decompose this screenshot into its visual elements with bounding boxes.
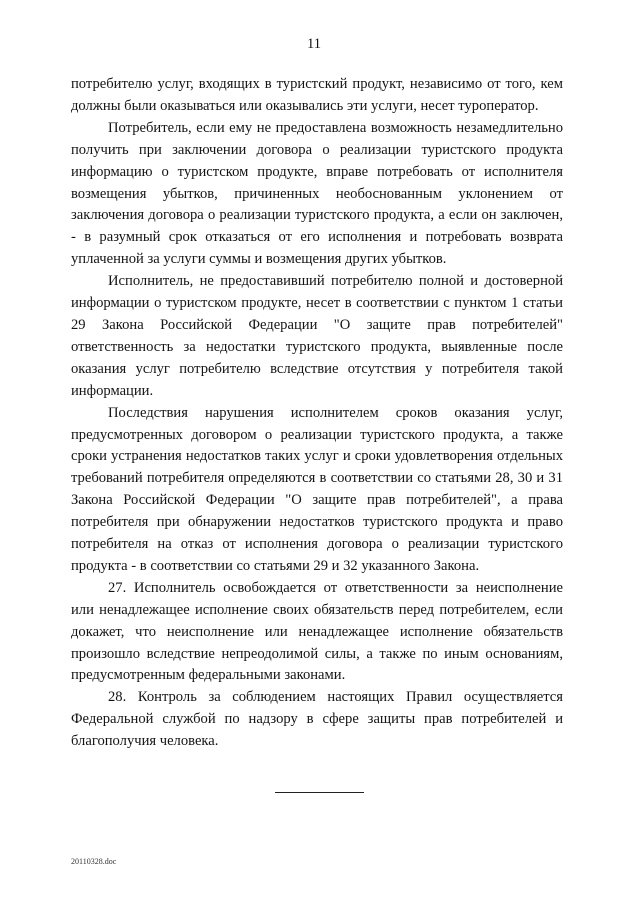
document-body	[71, 74, 563, 753]
file-name-footer: 20110328.doc	[71, 857, 117, 866]
paragraph-continuation: потребителю услуг, входящих в туристский продукт, независимо от того, кем должны были оказываться или оказывались эти услуги, несет туроператор.	[71, 76, 563, 114]
paragraph-consumer-information-right: Потребитель, если ему не предоставлена возможность незамедлительно получить при заключении договора о реализации туристского продукта информацию о туристском продукте, вправе потребовать от исполнителя возмещения убытков, причиненных необоснованным уклонением от заключения договора о реализации туристского продукта, а если он заключен, - в разумный срок отказаться от его исполнения и потребовать возврата уплаченной за услуги суммы и возмещения других убытков.	[71, 119, 563, 268]
paragraph-deadline-violations: Последствия нарушения исполнителем сроков оказания услуг, предусмотренных договором о реализации туристского продукта, а также сроки устранения недостатков таких услуг и сроки удовлетворения отдельных требований потребителя определяются в соответствии со статьями 28, 30 и 31 Закона Российской Федерации "О защите прав потребителей", а права потребителя при обнаружении недостатков туристского продукта и право потребителя на отказ от исполнения договора о реализации туристского продукта - в соответствии со статьями 29 и 32 указанного Закона.	[71, 404, 563, 574]
paragraph-item-28: 28. Контроль за соблюдением настоящих Правил осуществляется Федеральной службой по надзору в сфере защиты прав потребителей и благополучия человека.	[71, 689, 563, 750]
page-number: 11	[307, 36, 321, 52]
paragraph-executor-liability: Исполнитель, не предоставивший потребителю полной и достоверной информации о туристском продукте, несет в соответствии с пунктом 1 статьи 29 Закона Российской Федерации "О защите прав потребителей" ответственность за недостатки туристского продукта, выявленные после оказания услуг потребителю вследствие отсутствия у потребителя такой информации.	[71, 273, 563, 399]
end-divider	[275, 792, 364, 793]
paragraph-item-27: 27. Исполнитель освобождается от ответственности за неисполнение или ненадлежащее исполнение своих обязательств перед потребителем, если докажет, что неисполнение или ненадлежащее исполнение обязательств произошло вследствие непреодолимой силы, а также по иным основаниям, предусмотренным федеральными законами.	[71, 579, 563, 684]
